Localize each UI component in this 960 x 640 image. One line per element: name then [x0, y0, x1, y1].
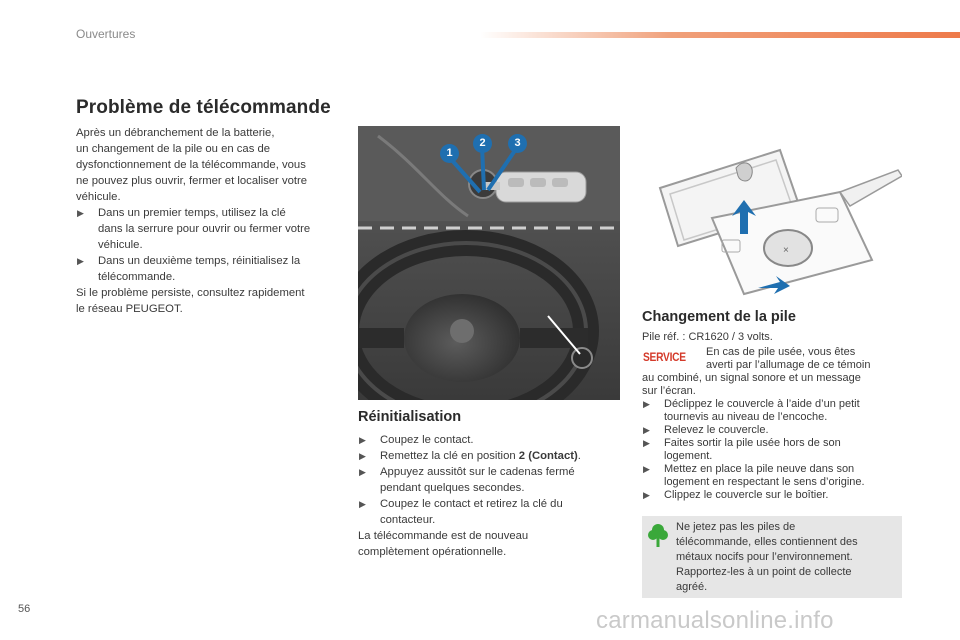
callout-1: 1: [440, 144, 459, 163]
key-fob-illustration: [640, 148, 902, 298]
bullet-arrow-icon: ▶: [643, 425, 650, 435]
battery-title: Changement de la pile: [642, 309, 796, 325]
bullet-arrow-icon: ▶: [643, 438, 650, 448]
bullet-arrow-icon: ▶: [643, 399, 650, 409]
reinit-outro-line: La télécommande est de nouveau: [358, 530, 529, 542]
intro-outro-line: le réseau PEUGEOT.: [76, 303, 183, 315]
section-label: Ouvertures: [76, 27, 136, 41]
intro-line: un changement de la pile ou en cas de: [76, 143, 271, 155]
bullet-arrow-icon: ▶: [359, 435, 366, 445]
reinit-step: ▶ Coupez le contact.: [359, 434, 474, 446]
steering-wheel-illustration: [358, 126, 620, 400]
intro-outro-line: Si le problème persiste, consultez rapidement: [76, 287, 305, 299]
bullet-arrow-icon: ▶: [359, 451, 366, 461]
watermark: carmanualsonline.info: [596, 607, 834, 634]
bullet-arrow-icon: ▶: [643, 490, 650, 500]
intro-text: [76, 125, 344, 317]
battery-warning: En cas de pile usée, vous êtes averti par l’allumage de ce témoin: [706, 346, 871, 371]
reinit-title: Réinitialisation: [358, 409, 462, 425]
svg-text:×: ×: [783, 245, 789, 256]
header-accent-bar: [480, 32, 960, 38]
reinit-outro-line: complètement opérationnelle.: [358, 546, 507, 558]
ignition-photo: [358, 126, 620, 400]
intro-line: dysfonctionnement de la télécommande, vous: [76, 159, 306, 171]
page-title: Problème de télécommande: [76, 97, 331, 118]
battery-step: ▶ Faites sortir la pile usée hors de son logement.: [643, 437, 841, 462]
bullet-arrow-icon: ▶: [77, 208, 84, 218]
intro-line: ne pouvez plus ouvrir, fermer et localiser votre: [76, 175, 308, 187]
battery-step: ▶ Relevez le couvercle.: [643, 424, 769, 436]
battery-steps: au combiné, un signal sonore et un message sur l’écran. ▶ Déclippez le couvercle à l’aide d’un petit tournevis au niveau de l’encoche. ▶ Relevez le couvercle. ▶ Faites sortir la pile usée hors de son logement. ▶ Mettez en place la pile neuve dans son logement en respectant le sens d’origine. ▶ Clippez le couvercle sur le boîtier.: [642, 372, 904, 502]
battery-step: ▶ Déclippez le couvercle à l’aide d’un petit tournevis au niveau de l’encoche.: [643, 398, 860, 423]
page-number: 56: [18, 603, 31, 615]
intro-bullet: ▶ Dans un premier temps, utilisez la clé dans la serrure pour ouvrir ou fermer votre véhicule.: [77, 207, 311, 251]
battery-ref: Pile réf. : CR1620 / 3 volts.: [642, 331, 773, 343]
reinit-step: ▶ Coupez le contact et retirez la clé du contacteur.: [359, 498, 563, 526]
service-warning-icon: SERVICE: [643, 350, 686, 364]
intro-bullet: ▶ Dans un deuxième temps, réinitialisez la télécommande.: [77, 255, 301, 283]
reinit-steps: [358, 432, 620, 560]
intro-line: véhicule.: [76, 191, 121, 203]
bullet-arrow-icon: ▶: [643, 464, 650, 474]
reinit-step: ▶ Appuyez aussitôt sur le cadenas fermé pendant quelques secondes.: [359, 466, 575, 494]
bullet-arrow-icon: ▶: [359, 499, 366, 509]
callout-2: 2: [473, 134, 492, 153]
callout-3: 3: [508, 134, 527, 153]
reinit-step: ▶ Remettez la clé en position 2 (Contact).: [359, 450, 581, 462]
intro-line: Après un débranchement de la batterie,: [76, 127, 275, 139]
battery-step: ▶ Clippez le couvercle sur le boîtier.: [643, 489, 829, 501]
bullet-arrow-icon: ▶: [77, 256, 84, 266]
eco-note-text: Ne jetez pas les piles de télécommande, elles contiennent des métaux nocifs pour l’environnement. Rapportez-les à un point de collecte agréé.: [676, 521, 858, 593]
tree-eco-icon: [648, 522, 668, 548]
battery-step: ▶ Mettez en place la pile neuve dans son logement en respectant le sens d’origine.: [643, 463, 865, 488]
bullet-arrow-icon: ▶: [359, 467, 366, 477]
